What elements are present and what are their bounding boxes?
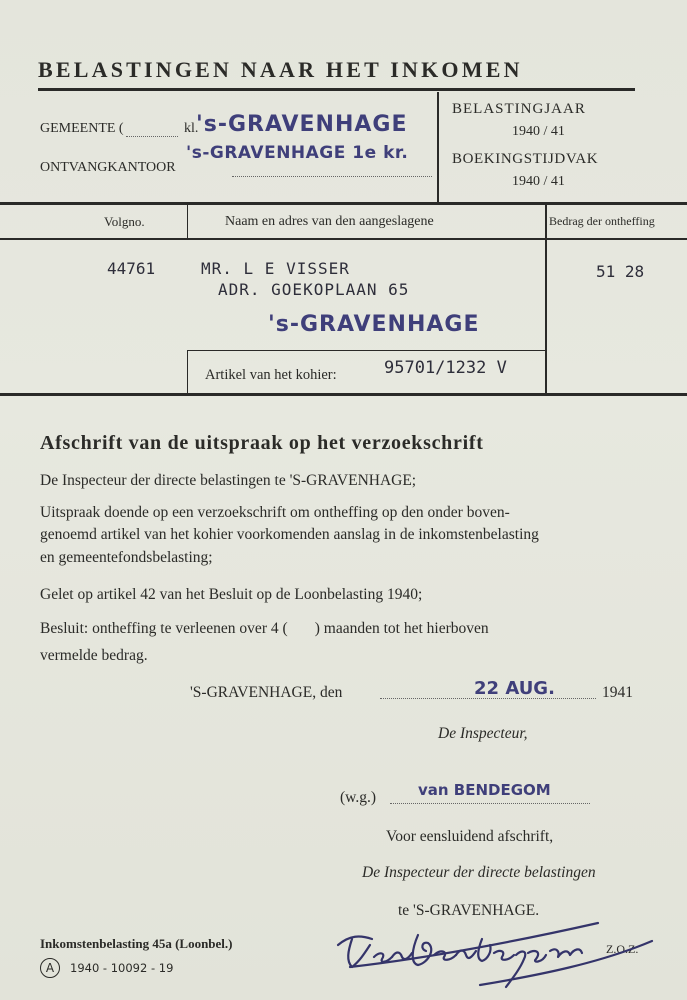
gemeente-kl: kl. — [184, 121, 199, 136]
city-stamp: 's-GRAVENHAGE — [268, 312, 480, 337]
form-name: Inkomstenbelasting 45a (Loonbel.) — [40, 936, 233, 951]
col-header-volgno: Volgno. — [104, 214, 145, 229]
wg-dotted-line — [390, 803, 590, 804]
inspecteur-label: De Inspecteur, — [438, 725, 528, 742]
ruling-p2-line3: en gemeentefondsbelasting; — [40, 549, 213, 566]
conform-place: te 'S-GRAVENHAGE. — [398, 902, 540, 919]
header-divider — [437, 92, 439, 202]
bedrag-value: 51 28 — [596, 262, 645, 281]
ruling-heading: Afschrift van de uitspraak op het verzoekschrift — [40, 432, 484, 454]
col-divider-2 — [545, 205, 547, 393]
belastingjaar-value: 1940 / 41 — [512, 124, 565, 139]
address-line: ADR. GOEKOPLAAN 65 — [218, 280, 410, 299]
ontvangkantoor-stamp: 's-GRAVENHAGE 1e kr. — [186, 143, 409, 163]
table-bottom-rule — [0, 393, 687, 396]
document-title: BELASTINGEN NAAR HET INKOMEN — [38, 57, 523, 82]
boekingstijdvak-label: BOEKINGSTIJDVAK — [452, 151, 599, 167]
artikel-box-top — [187, 350, 545, 351]
ontvangkantoor-dotted-line — [232, 176, 432, 177]
wg-stamp: van BENDEGOM — [418, 781, 551, 799]
title-rule — [38, 88, 635, 91]
gemeente-label: GEMEENTE ( — [40, 121, 124, 136]
col-header-bedrag: Bedrag der ontheffing — [549, 214, 655, 228]
ruling-p4-line2: vermelde bedrag. — [40, 647, 148, 664]
print-code: 1940 - 10092 - 19 — [70, 961, 174, 975]
conform-title: De Inspecteur der directe belastingen — [362, 864, 596, 881]
ruling-p2-line2: genoemd artikel van het kohier voorkomenden aanslag in de inkomstenbelasting — [40, 526, 539, 543]
ruling-p2-line1: Uitspraak doende op een verzoekschrift om ontheffing op den onder boven- — [40, 504, 510, 521]
artikel-label: Artikel van het kohier: — [205, 367, 337, 383]
boekingstijdvak-value: 1940 / 41 — [512, 174, 565, 189]
table-top-rule — [0, 202, 687, 205]
gemeente-stamp: 's-GRAVENHAGE — [196, 112, 408, 137]
gemeente-dotted-line — [126, 136, 178, 137]
name-line-1: MR. L E VISSER — [201, 259, 350, 278]
belastingjaar-label: BELASTINGJAAR — [452, 101, 586, 117]
ruling-p1: De Inspecteur der directe belastingen te 'S-GRAVENHAGE; — [40, 472, 417, 489]
handwritten-signature — [330, 905, 660, 995]
zoz-label: Z.O.Z. — [606, 942, 639, 956]
date-stamp: 22 AUG. — [474, 678, 555, 699]
table-header-rule — [0, 238, 687, 240]
date-year: 1941 — [602, 684, 633, 701]
volgno-value: 44761 — [107, 259, 156, 278]
print-mark-icon: A — [40, 958, 60, 978]
col-divider-1 — [187, 205, 188, 238]
ruling-p3: Gelet op artikel 42 van het Besluit op de Loonbelasting 1940; — [40, 586, 423, 603]
place-date-label: 'S-GRAVENHAGE, den — [190, 684, 343, 701]
artikel-box-left — [187, 350, 188, 393]
artikel-value: 95701/1232 V — [384, 358, 507, 378]
conform-label: Voor eensluidend afschrift, — [386, 828, 554, 845]
col-header-naam: Naam en adres van den aangeslagene — [225, 214, 434, 229]
ontvangkantoor-label: ONTVANGKANTOOR — [40, 160, 176, 175]
wg-label: (w.g.) — [340, 789, 377, 806]
ruling-p4-line1: Besluit: ontheffing te verleenen over 4 ( ) maanden tot het hierboven — [40, 620, 489, 637]
